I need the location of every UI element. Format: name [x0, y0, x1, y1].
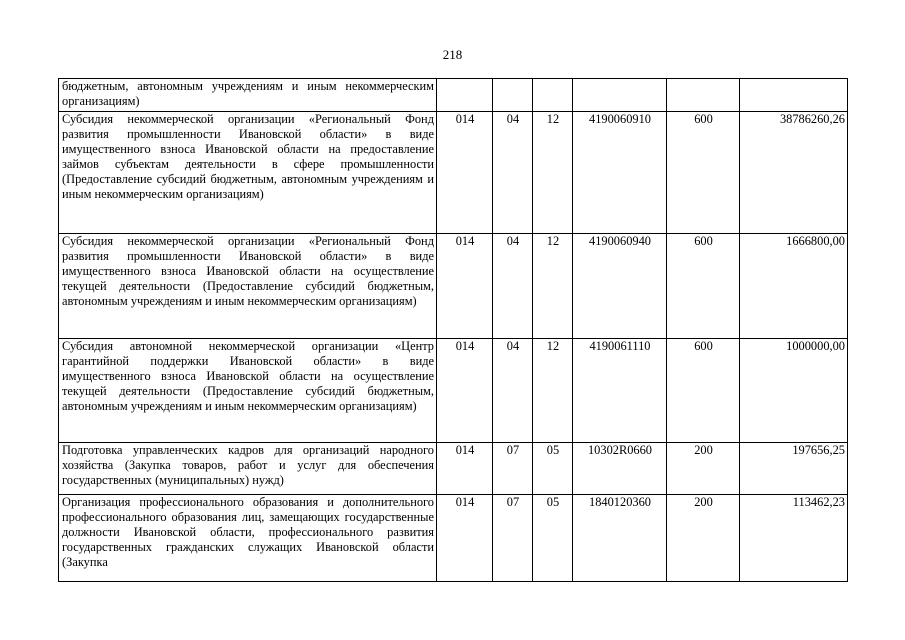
row-target-article: 4190060940: [573, 234, 667, 339]
row-expense-type: [667, 79, 740, 112]
row-section-code: 04: [493, 339, 533, 443]
table-row: [59, 443, 848, 495]
row-description: бюджетным, автономным учреждениям и иным некоммерческим организациям): [59, 79, 437, 112]
row-section-code: 07: [493, 443, 533, 495]
row-target-article: 4190060910: [573, 112, 667, 234]
row-grbs-code: 014: [437, 339, 493, 443]
table-row: [59, 234, 848, 339]
row-target-article: 10302R0660: [573, 443, 667, 495]
row-expense-type: 200: [667, 443, 740, 495]
table-row: [59, 79, 848, 112]
row-section-code: [493, 79, 533, 112]
row-subsection-code: 05: [533, 443, 573, 495]
row-subsection-code: 12: [533, 112, 573, 234]
row-description: Субсидия некоммерческой организации «Региональный Фонд развития промышленности Ивановской области» в виде имущественного взноса Ивановской области на предоставление займов субъектам деятельности в сфере промышленности (Предоставление субсидий бюджетным, автономным учреждениям и иным некоммерческим организациям): [59, 112, 437, 234]
row-description: Подготовка управленческих кадров для организаций народного хозяйства (Закупка товаров, работ и услуг для обеспечения государственных (муниципальных) нужд): [59, 443, 437, 495]
table-row: [59, 112, 848, 234]
row-grbs-code: 014: [437, 443, 493, 495]
row-subsection-code: [533, 79, 573, 112]
row-description: Организация профессионального образования и дополнительного профессионального образования лиц, замещающих государственные должности Ивановской области, профессионального развития государственных гражданских служащих Ивановской области (Закупка: [59, 495, 437, 582]
row-grbs-code: 014: [437, 234, 493, 339]
row-amount: 38786260,26: [740, 112, 848, 234]
row-target-article: 1840120360: [573, 495, 667, 582]
row-grbs-code: 014: [437, 112, 493, 234]
row-target-article: 4190061110: [573, 339, 667, 443]
row-amount: 197656,25: [740, 443, 848, 495]
row-subsection-code: 12: [533, 234, 573, 339]
row-amount: 1666800,00: [740, 234, 848, 339]
row-target-article: [573, 79, 667, 112]
row-amount: 1000000,00: [740, 339, 848, 443]
row-grbs-code: 014: [437, 495, 493, 582]
table-row: [59, 495, 848, 582]
row-subsection-code: 12: [533, 339, 573, 443]
row-expense-type: 600: [667, 112, 740, 234]
row-description: Субсидия некоммерческой организации «Региональный Фонд развития промышленности Ивановской области» в виде имущественного взноса Ивановской области на осуществление текущей деятельности (Предоставление субсидий бюджетным, автономным учреждениям и иным некоммерческим организациям): [59, 234, 437, 339]
row-expense-type: 600: [667, 339, 740, 443]
row-description: Субсидия автономной некоммерческой организации «Центр гарантийной поддержки Ивановской области» в виде имущественного взноса Ивановской области на осуществление текущей деятельности (Предоставление субсидий бюджетным, автономным учреждениям и иным некоммерческим организациям): [59, 339, 437, 443]
row-amount: 113462,23: [740, 495, 848, 582]
page-number: 218: [442, 47, 463, 62]
row-subsection-code: 05: [533, 495, 573, 582]
row-expense-type: 600: [667, 234, 740, 339]
budget-table: [58, 78, 848, 582]
row-section-code: 04: [493, 112, 533, 234]
row-section-code: 04: [493, 234, 533, 339]
row-section-code: 07: [493, 495, 533, 582]
row-amount: [740, 79, 848, 112]
table-row: [59, 339, 848, 443]
row-expense-type: 200: [667, 495, 740, 582]
row-grbs-code: [437, 79, 493, 112]
